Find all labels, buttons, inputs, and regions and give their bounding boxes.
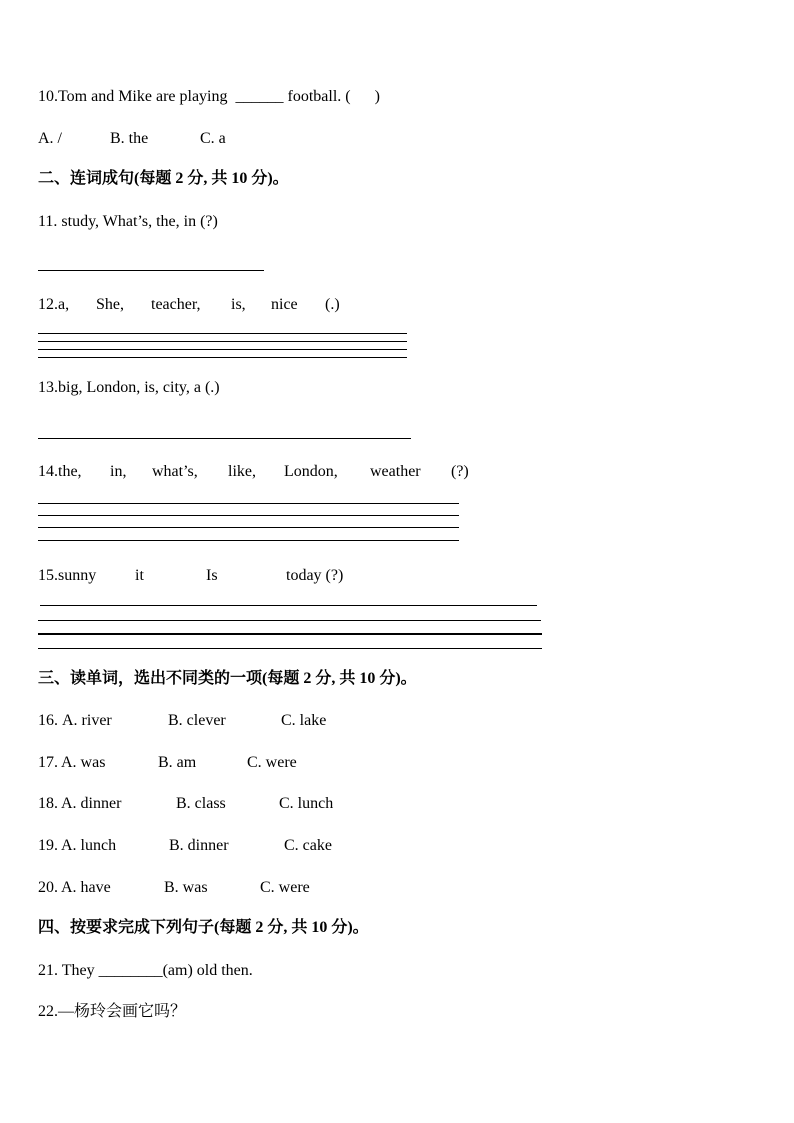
question-17-number: 17. bbox=[38, 754, 58, 771]
answer-line-12d bbox=[38, 357, 407, 358]
question-19-option-a: A. lunch bbox=[61, 837, 117, 854]
question-12-word-4: is, bbox=[231, 296, 246, 313]
question-20-option-b: B. was bbox=[164, 879, 208, 896]
answer-line-14b bbox=[38, 515, 459, 516]
question-17-option-b: B. am bbox=[158, 754, 197, 771]
section-4-heading: 四、按要求完成下列句子(每题 2 分, 共 10 分)。 bbox=[38, 919, 369, 936]
question-12-word-6: (.) bbox=[325, 296, 340, 313]
question-13: 13.big, London, is, city, a (.) bbox=[38, 379, 220, 396]
question-14-word-4: like, bbox=[228, 463, 256, 480]
answer-line-12b bbox=[38, 341, 407, 342]
question-18-number: 18. bbox=[38, 795, 58, 812]
question-14-word-3: what’s, bbox=[152, 463, 198, 480]
question-19-option-b: B. dinner bbox=[169, 837, 229, 854]
question-20-number: 20. bbox=[38, 879, 58, 896]
question-21: 21. They ________(am) old then. bbox=[38, 962, 253, 979]
question-10-option-a: A. / bbox=[38, 130, 62, 147]
question-14-word-1: 14.the, bbox=[38, 463, 82, 480]
answer-line-11 bbox=[38, 270, 264, 271]
question-22: 22.—杨玲会画它吗？ bbox=[38, 1003, 187, 1020]
question-12-word-2: She, bbox=[96, 296, 124, 313]
question-20-option-a: A. have bbox=[61, 879, 111, 896]
question-11: 11. study, What’s, the, in (?) bbox=[38, 213, 218, 230]
question-18-option-c: C. lunch bbox=[279, 795, 334, 812]
question-16-number: 16. bbox=[38, 712, 58, 729]
question-14-word-6: weather bbox=[370, 463, 421, 480]
question-17-option-a: A. was bbox=[61, 754, 106, 771]
answer-line-15a bbox=[40, 605, 537, 606]
question-10-stem: 10.Tom and Mike are playing ______ football. ( ) bbox=[38, 88, 380, 105]
answer-line-12c bbox=[38, 349, 407, 350]
answer-line-12a bbox=[38, 333, 407, 334]
answer-line-15c bbox=[38, 633, 542, 635]
question-16-option-a: A. river bbox=[62, 712, 112, 729]
question-15-word-4: today (?) bbox=[286, 567, 344, 584]
answer-line-14c bbox=[38, 527, 459, 528]
question-12-word-1: 12.a, bbox=[38, 296, 70, 313]
question-10-option-b: B. the bbox=[110, 130, 149, 147]
question-12-word-3: teacher, bbox=[151, 296, 201, 313]
question-17-option-c: C. were bbox=[247, 754, 297, 771]
question-12-word-5: nice bbox=[271, 296, 298, 313]
section-3-heading: 三、读单词，选出不同类的一项(每题 2 分, 共 10 分)。 bbox=[38, 670, 417, 687]
question-19-number: 19. bbox=[38, 837, 58, 854]
question-18-option-a: A. dinner bbox=[61, 795, 122, 812]
answer-line-15d bbox=[38, 648, 542, 649]
question-18-option-b: B. class bbox=[176, 795, 226, 812]
answer-line-14a bbox=[38, 503, 459, 504]
answer-line-14d bbox=[38, 540, 459, 541]
question-14-word-5: London, bbox=[284, 463, 338, 480]
question-14-word-7: (?) bbox=[451, 463, 469, 480]
section-2-heading: 二、连词成句(每题 2 分, 共 10 分)。 bbox=[38, 170, 289, 187]
question-19-option-c: C. cake bbox=[284, 837, 332, 854]
question-16-option-c: C. lake bbox=[281, 712, 327, 729]
question-15-word-3: Is bbox=[206, 567, 218, 584]
answer-line-15b bbox=[38, 620, 541, 621]
question-15-word-2: it bbox=[135, 567, 144, 584]
question-20-option-c: C. were bbox=[260, 879, 310, 896]
question-10-option-c: C. a bbox=[200, 130, 226, 147]
question-14-word-2: in, bbox=[110, 463, 127, 480]
answer-line-13 bbox=[38, 438, 411, 439]
question-15-word-1: 15.sunny bbox=[38, 567, 97, 584]
question-16-option-b: B. clever bbox=[168, 712, 226, 729]
